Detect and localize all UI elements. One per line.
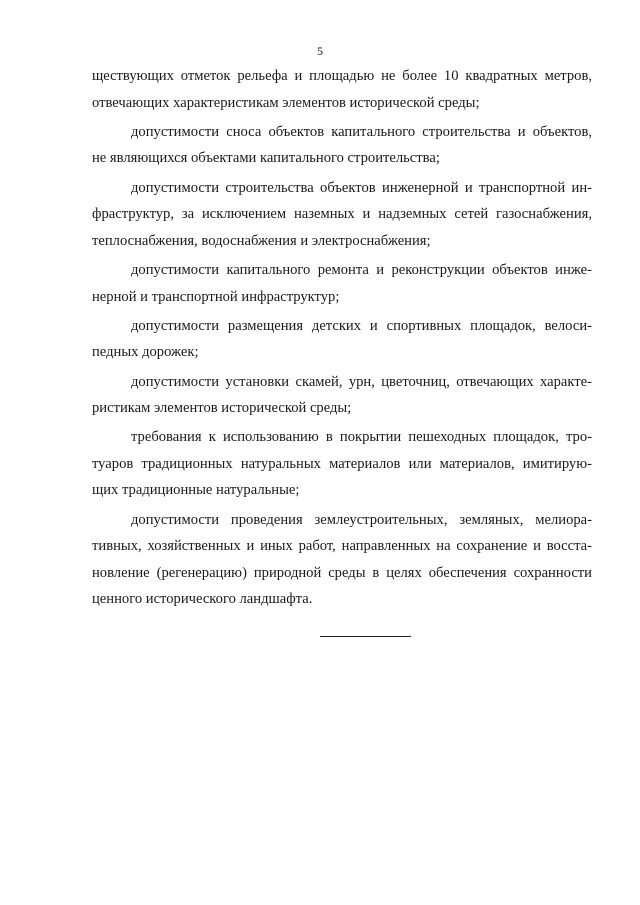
document-body [92, 63, 592, 613]
text-line: фраструктур, за исключением наземных и надземных сетей газоснабжения, [92, 206, 592, 223]
text-line: новление (регенерацию) природной среды в целях обеспечения сохранности [92, 564, 592, 581]
text-line: щих традиционные натуральные; [92, 482, 300, 499]
text-line: допустимости проведения землеустроительных, земляных, мелиора- [131, 511, 592, 528]
text-line: педных дорожек; [92, 344, 199, 361]
text-line: допустимости сноса объектов капитального строительства и объектов, [131, 123, 592, 140]
text-line: допустимости размещения детских и спортивных площадок, велоси- [131, 317, 592, 334]
text-line: требования к использованию в покрытии пешеходных площадок, тро- [131, 429, 592, 446]
text-line: отвечающих характеристикам элементов исторической среды; [92, 94, 480, 111]
text-line: допустимости капитального ремонта и реконструкции объектов инже- [131, 261, 592, 278]
text-line: нерной и транспортной инфраструктур; [92, 288, 340, 305]
end-rule [320, 636, 411, 637]
text-line: теплоснабжения, водоснабжения и электроснабжения; [92, 232, 431, 249]
text-line: туаров традиционных натуральных материалов или материалов, имитирую- [92, 455, 592, 472]
text-line: ристикам элементов исторической среды; [92, 400, 352, 417]
text-line: ществующих отметок рельефа и площадью не более 10 квадратных метров, [92, 68, 592, 84]
text-line: не являющихся объектами капитального строительства; [92, 150, 440, 167]
text-line: допустимости строительства объектов инженерной и транспортной ин- [131, 179, 592, 196]
text-line: допустимости установки скамей, урн, цветочниц, отвечающих характе- [131, 373, 592, 390]
page-number: 5 [317, 44, 323, 58]
text-line: ценного исторического ландшафта. [92, 591, 313, 608]
text-line: тивных, хозяйственных и иных работ, направленных на сохранение и восста- [92, 538, 592, 555]
